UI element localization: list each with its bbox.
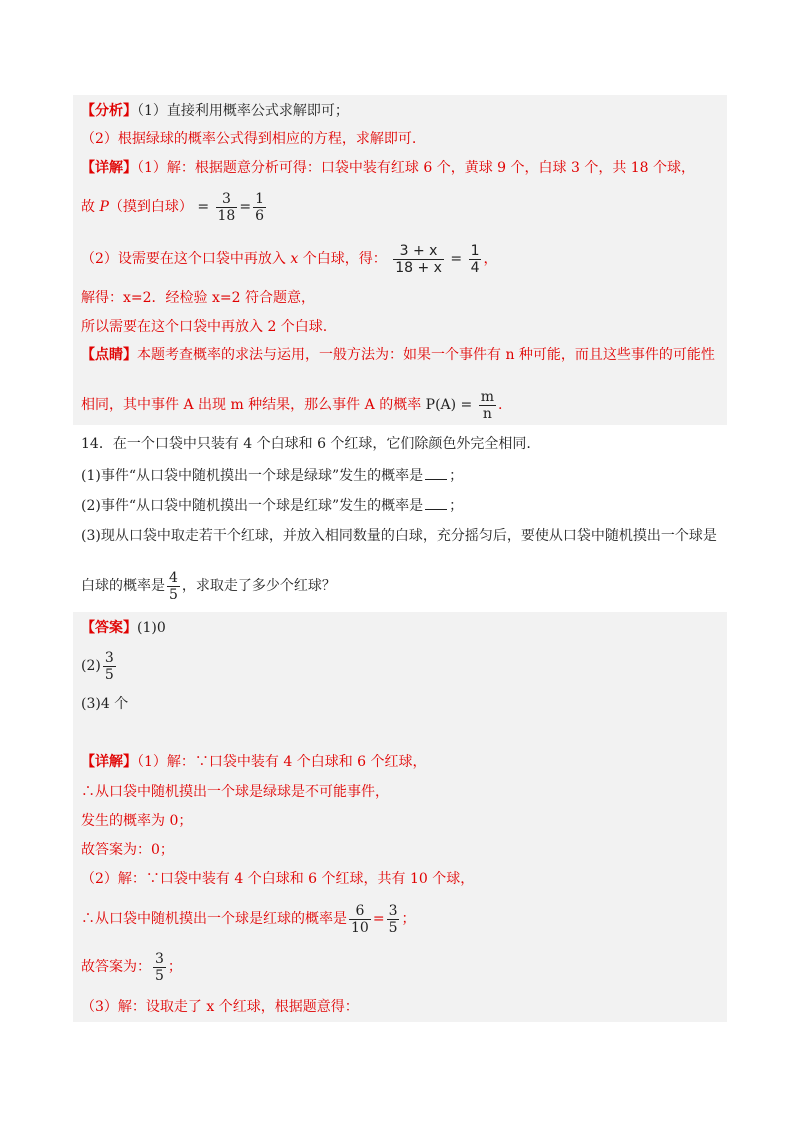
fraction-3-5-red: $\frac{3}{5}$ [388,902,398,936]
fraction-m-n: $\frac{m}{n}$ [480,388,495,422]
solution-block-13 [73,95,727,425]
fraction-6-10: $\frac{6}{10}$ [351,902,369,936]
detail14-line-5: （2）解：∵口袋中装有 4 个白球和 6 个红球，共有 10 个球， [81,871,475,887]
detail-line-4: 解得：x=2．经检验 x=2 符合题意， [81,290,315,306]
answer-tag: 【答案】 [81,620,137,636]
fraction-3-5-answer: $\frac{3}{5}$ [104,649,114,683]
answer-blank-1[interactable] [425,479,447,480]
fraction-3-18: $\frac{3}{18}$ [217,190,236,224]
question-14-part-3b: 白球的概率是 $\frac{4}{5}$ ，求取走了多少个红球？ [81,569,336,603]
question-14-part-2: (2)事件“从口袋中随机摸出一个球是红球”发生的概率是 ； [81,498,464,514]
answer-blank-2[interactable] [425,509,447,510]
detail14-tag: 【详解】 [81,754,137,770]
analysis-line-2: （2）根据绿球的概率公式得到相应的方程，求解即可. [81,131,417,147]
comment-tag: 【点睛】 [81,347,137,363]
comment-line-2: 相同，其中事件 A 出现 m 种结果，那么事件 A 的概率 P(A) = $\frac{m}{n}$ . [81,388,503,422]
detail-line-1: 【详解】（1）解：根据题意分析可得：口袋中装有红球 6 个，黄球 9 个，白球 3 个，共 18 个球， [81,160,696,176]
detail-tag: 【详解】 [81,160,137,176]
fraction-4-5: $\frac{4}{5}$ [169,569,178,603]
fraction-1-4: $\frac{1}{4}$ [470,242,480,276]
analysis-line-1: 【分析】（1）直接利用概率公式求解即可； [81,103,349,119]
detail14-line-3: 发生的概率为 0； [81,813,193,829]
fraction-3x-18x: $\frac{3 + x}{18 + x}$ [395,242,442,276]
question-14-stem: 14．在一个口袋中只装有 4 个白球和 6 个红球，它们除颜色外完全相同. [81,436,531,452]
analysis-tag: 【分析】 [81,103,137,119]
answer-line-2: (2) $\frac{3}{5}$ [81,649,114,683]
detail14-line-8: （3）解：设取走了 x 个红球，根据题意得： [81,999,359,1015]
fraction-1-6: $\frac{1}{6}$ [255,190,264,224]
question-14-part-3a: (3)现从口袋中取走若干个红球，并放入相同数量的白球，充分摇匀后，要使从口袋中随机摸出一个球是 [81,528,717,544]
comment-line-1: 【点睛】本题考查概率的求法与运用，一般方法为：如果一个事件有 n 种可能，而且这些事件的可能性 [81,347,715,363]
solution-block-14 [73,612,727,1022]
question-14-part-1: (1)事件“从口袋中随机摸出一个球是绿球”发生的概率是 ； [81,468,464,484]
detail14-line-1: 【详解】（1）解：∵口袋中装有 4 个白球和 6 个红球， [81,754,427,770]
detail14-line-7: 故答案为： $\frac{3}{5}$ ； [81,950,182,984]
answer-line-3: (3)4 个 [81,696,129,712]
detail-line-3: （2）设需要在这个口袋中再放入 x 个白球，得： $\frac{3 + x}{18 + x}$ = $\frac{1}{4}$ ， [81,242,498,276]
answer-line-1: 【答案】(1)0 [81,620,166,636]
detail-line-2: 故 P（摸到白球） = $\frac{3}{18}$ = $\frac{1}{6}$ [81,190,264,224]
detail14-line-2: ∴从口袋中随机摸出一个球是绿球是不可能事件， [81,784,389,800]
detail14-line-4: 故答案为：0； [81,842,174,858]
fraction-3-5-final: $\frac{3}{5}$ [155,950,164,984]
detail-line-5: 所以需要在这个口袋中再放入 2 个白球. [81,319,328,335]
detail14-line-6: ∴从口袋中随机摸出一个球是红球的概率是 $\frac{6}{10}$ = $\frac{3}{5}$ ； [81,902,416,936]
